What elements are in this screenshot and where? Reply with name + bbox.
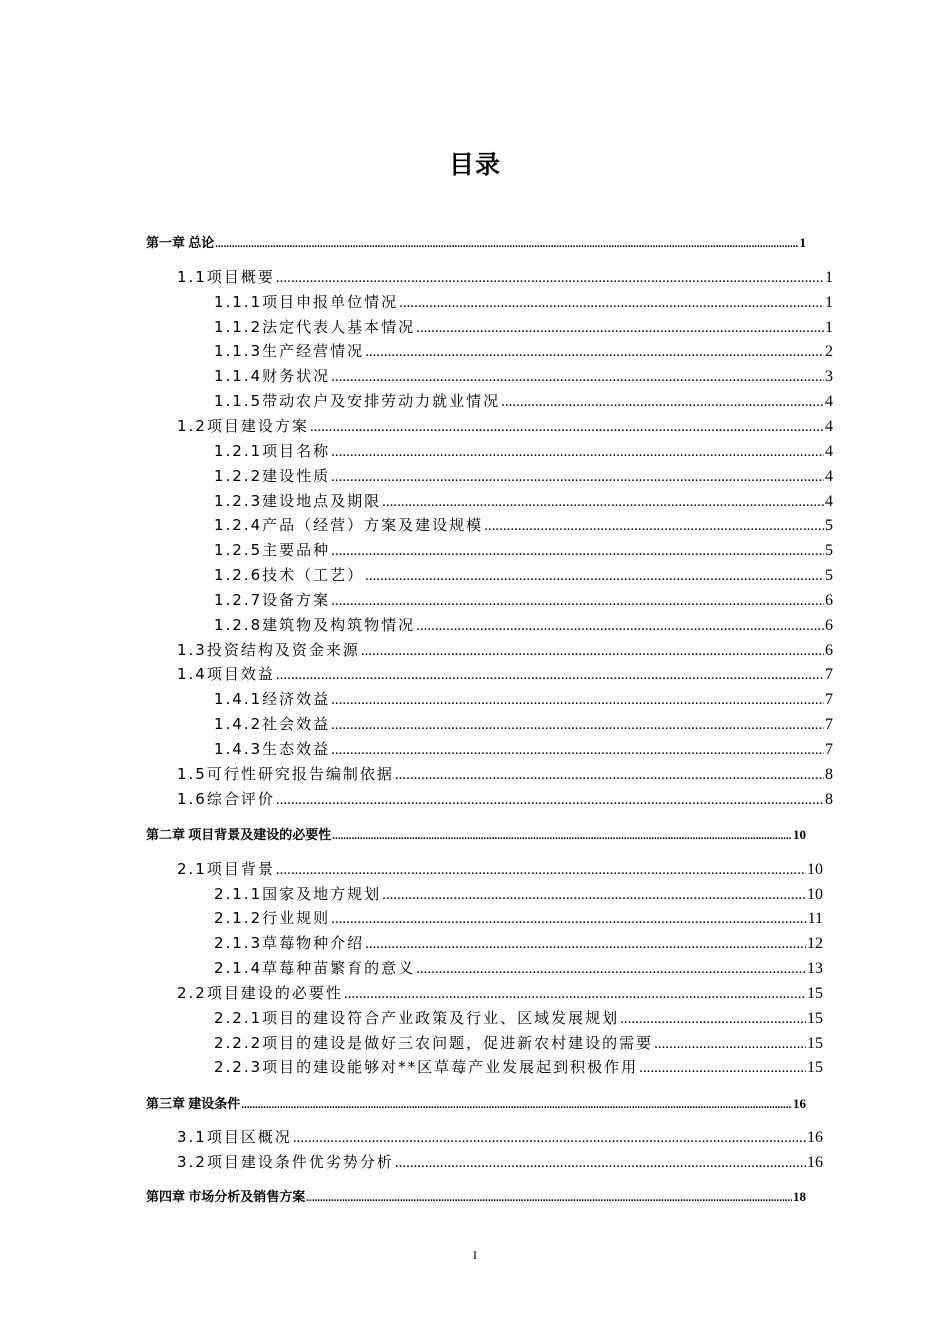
- toc-subsection-2-1-2[interactable]: [214, 907, 823, 931]
- toc-entry-title: 2.2.3项目的建设能够对**区草莓产业发展起到积极作用: [214, 1058, 639, 1076]
- toc-leader-dots: [332, 827, 792, 843]
- toc-leader-dots: [416, 959, 806, 978]
- toc-entry-page: 4: [825, 493, 833, 510]
- page-title: 目录: [448, 150, 501, 179]
- toc-entry-title: 1.2.4产品（经营）方案及建设规模: [214, 516, 484, 534]
- toc-entry-title: 1.1.5带动农户及安排劳动力就业情况: [214, 392, 501, 410]
- toc-entry-page: 15: [807, 1010, 823, 1027]
- toc-entry-title: 1.3投资结构及资金来源: [177, 641, 360, 659]
- toc-leader-dots: [654, 1034, 806, 1053]
- toc-entry-title: 3.1项目区概况: [177, 1128, 292, 1146]
- toc-leader-dots: [399, 293, 824, 312]
- toc-leader-dots: [331, 909, 806, 928]
- toc-leader-dots: [361, 641, 824, 660]
- toc-entry-title: 1.2.3建设地点及期限: [214, 492, 382, 510]
- toc-entry-page: 18: [793, 1189, 806, 1204]
- toc-leader-dots: [276, 860, 806, 879]
- toc-leader-dots: [344, 984, 806, 1003]
- toc-entry-title: 2.1.4草莓种苗繁育的意义: [214, 959, 416, 977]
- toc-entry-title: 第三章 建设条件: [146, 1096, 241, 1111]
- toc-leader-dots: [365, 566, 824, 585]
- toc-entry-page: 1: [825, 269, 833, 286]
- page-number-footer: I: [473, 1248, 477, 1262]
- toc-leader-dots: [331, 467, 824, 486]
- toc-leader-dots: [331, 690, 824, 709]
- toc-entry-page: 4: [825, 443, 833, 460]
- toc-entry-title: 1.1.4财务状况: [214, 367, 331, 385]
- toc-leader-dots: [331, 442, 824, 461]
- toc-subsection-1-1-1[interactable]: [214, 291, 833, 315]
- toc-entry-title: 第二章 项目背景及建设的必要性: [146, 827, 332, 842]
- toc-entry-title: 1.2.5主要品种: [214, 541, 331, 559]
- toc-entry-title: 1.1.2法定代表人基本情况: [214, 318, 416, 336]
- toc-leader-dots: [276, 665, 824, 684]
- toc-leader-dots: [416, 318, 824, 337]
- toc-leader-dots: [215, 235, 798, 251]
- toc-entry-page: 6: [825, 592, 833, 609]
- toc-section-1-4[interactable]: [177, 663, 833, 687]
- toc-entry-page: 10: [807, 861, 823, 878]
- toc-section-2-1[interactable]: [177, 858, 823, 882]
- toc-entry-page: 15: [807, 1059, 823, 1076]
- toc-entry-title: 1.2.8建筑物及构筑物情况: [214, 616, 416, 634]
- toc-section-3-1[interactable]: [177, 1126, 823, 1150]
- toc-subsection-1-1-5[interactable]: [214, 390, 833, 414]
- toc-entry-page: 7: [825, 716, 833, 733]
- toc-leader-dots: [395, 1153, 806, 1172]
- toc-entry-title: 第四章 市场分析及销售方案: [146, 1189, 306, 1204]
- toc-entry-title: 1.1.3生产经营情况: [214, 342, 365, 360]
- toc-leader-dots: [382, 492, 824, 511]
- toc-subsection-2-1-4[interactable]: [214, 957, 823, 981]
- toc-entry-title: 1.2项目建设方案: [177, 417, 309, 435]
- toc-section-1-2[interactable]: [177, 415, 833, 439]
- toc-subsection-1-1-2[interactable]: [214, 316, 833, 340]
- toc-entry-page: 8: [825, 791, 833, 808]
- toc-leader-dots: [382, 885, 806, 904]
- toc-entry-title: 1.2.6技术（工艺）: [214, 566, 365, 584]
- toc-subsection-2-1-1[interactable]: [214, 883, 823, 907]
- toc-subsection-1-2-8[interactable]: [214, 614, 833, 638]
- toc-entry-title: 3.2项目建设条件优劣势分析: [177, 1153, 394, 1171]
- toc-leader-dots: [306, 1189, 792, 1205]
- toc-leader-dots: [416, 616, 824, 635]
- toc-entry-page: 1: [825, 294, 833, 311]
- toc-entry-title: 1.6综合评价: [177, 790, 275, 808]
- toc-entry-page: 4: [825, 468, 833, 485]
- toc-entry-page: 1: [799, 235, 806, 250]
- toc-subsection-2-2-2[interactable]: [214, 1032, 823, 1056]
- toc-entry-page: 8: [825, 766, 833, 783]
- toc-subsection-1-4-3[interactable]: [214, 738, 833, 762]
- toc-subsection-1-2-1[interactable]: [214, 440, 833, 464]
- toc-entry-page: 4: [825, 393, 833, 410]
- toc-subsection-1-2-2[interactable]: [214, 465, 833, 489]
- toc-entry-page: 5: [825, 567, 833, 584]
- toc-entry-page: 7: [825, 741, 833, 758]
- toc-leader-dots: [241, 1096, 792, 1112]
- toc-entry-title: 2.1.2行业规则: [214, 909, 331, 927]
- toc-entry-title: 1.4.3生态效益: [214, 740, 331, 758]
- toc-entry-page: 7: [825, 666, 833, 683]
- toc-chapter-4[interactable]: [146, 1186, 806, 1206]
- toc-entry-page: 5: [825, 542, 833, 559]
- toc-entry-page: 6: [825, 617, 833, 634]
- toc-subsection-1-1-3[interactable]: [214, 340, 833, 364]
- toc-section-1-5[interactable]: [177, 763, 833, 787]
- toc-entry-page: 16: [807, 1154, 823, 1171]
- toc-subsection-1-2-4[interactable]: [214, 514, 833, 538]
- toc-subsection-2-1-3[interactable]: [214, 932, 823, 956]
- toc-chapter-1[interactable]: [146, 232, 806, 252]
- toc-leader-dots: [331, 591, 824, 610]
- toc-leader-dots: [484, 516, 824, 535]
- toc-leader-dots: [365, 934, 806, 953]
- toc-entry-title: 1.2.1项目名称: [214, 442, 331, 460]
- toc-section-1-6[interactable]: [177, 788, 833, 812]
- toc-leader-dots: [276, 268, 824, 287]
- toc-entry-page: 16: [807, 1129, 823, 1146]
- toc-entry-title: 1.1.1项目申报单位情况: [214, 293, 399, 311]
- toc-section-3-2[interactable]: [177, 1151, 823, 1175]
- toc-entry-title: 2.1.3草莓物种介绍: [214, 934, 365, 952]
- toc-entry-page: 13: [807, 960, 823, 977]
- toc-leader-dots: [395, 765, 824, 784]
- toc-leader-dots: [620, 1009, 806, 1028]
- toc-entry-page: 10: [793, 827, 806, 842]
- toc-entry-page: 6: [825, 642, 833, 659]
- toc-subsection-1-1-4[interactable]: [214, 365, 833, 389]
- toc-chapter-2[interactable]: [146, 824, 806, 844]
- toc-entry-page: 1: [825, 319, 833, 336]
- toc-leader-dots: [331, 715, 824, 734]
- toc-entry-page: 15: [807, 985, 823, 1002]
- toc-section-1-3[interactable]: [177, 639, 833, 663]
- toc-subsection-1-2-6[interactable]: [214, 564, 833, 588]
- toc-subsection-1-4-2[interactable]: [214, 713, 833, 737]
- toc-leader-dots: [276, 790, 824, 809]
- toc-entry-page: 5: [825, 517, 833, 534]
- toc-entry-title: 2.1.1国家及地方规划: [214, 885, 382, 903]
- toc-entry-page: 3: [825, 368, 833, 385]
- toc-chapter-3[interactable]: [146, 1093, 806, 1113]
- toc-subsection-2-2-1[interactable]: [214, 1007, 823, 1031]
- toc-leader-dots: [365, 342, 824, 361]
- toc-entry-title: 1.1项目概要: [177, 268, 275, 286]
- toc-leader-dots: [501, 392, 824, 411]
- toc-leader-dots: [639, 1058, 806, 1077]
- toc-subsection-1-2-3[interactable]: [214, 490, 833, 514]
- toc-subsection-1-4-1[interactable]: [214, 688, 833, 712]
- toc-entry-title: 1.5可行性研究报告编制依据: [177, 765, 394, 783]
- toc-entry-title: 2.2项目建设的必要性: [177, 984, 343, 1002]
- toc-entry-title: 2.2.2项目的建设是做好三农问题，促进新农村建设的需要: [214, 1034, 654, 1052]
- toc-leader-dots: [331, 740, 824, 759]
- toc-entry-page: 12: [807, 935, 823, 952]
- toc-section-2-2[interactable]: [177, 982, 823, 1006]
- toc-entry-page: 15: [807, 1035, 823, 1052]
- toc-entry-title: 1.4项目效益: [177, 665, 275, 683]
- toc-entry-page: 16: [793, 1096, 806, 1111]
- toc-subsection-2-2-3[interactable]: [214, 1056, 823, 1080]
- toc-entry-page: 11: [807, 910, 823, 927]
- toc-subsection-1-2-7[interactable]: [214, 589, 833, 613]
- toc-leader-dots: [310, 417, 824, 436]
- toc-entry-title: 2.1项目背景: [177, 860, 275, 878]
- toc-subsection-1-2-5[interactable]: [214, 539, 833, 563]
- toc-entry-title: 1.2.2建设性质: [214, 467, 331, 485]
- toc-entry-page: 2: [825, 343, 833, 360]
- toc-entry-title: 1.4.2社会效益: [214, 715, 331, 733]
- toc-entry-page: 4: [825, 418, 833, 435]
- toc-leader-dots: [293, 1128, 806, 1147]
- toc-entry-title: 1.2.7设备方案: [214, 591, 331, 609]
- toc-section-1-1[interactable]: [177, 266, 833, 290]
- toc-entry-page: 7: [825, 691, 833, 708]
- toc-entry-title: 2.2.1项目的建设符合产业政策及行业、区域发展规划: [214, 1009, 620, 1027]
- toc-entry-page: 10: [807, 886, 823, 903]
- toc-entry-title: 第一章 总论: [146, 235, 215, 250]
- toc-entry-title: 1.4.1经济效益: [214, 690, 331, 708]
- toc-leader-dots: [331, 541, 824, 560]
- toc-leader-dots: [331, 367, 824, 386]
